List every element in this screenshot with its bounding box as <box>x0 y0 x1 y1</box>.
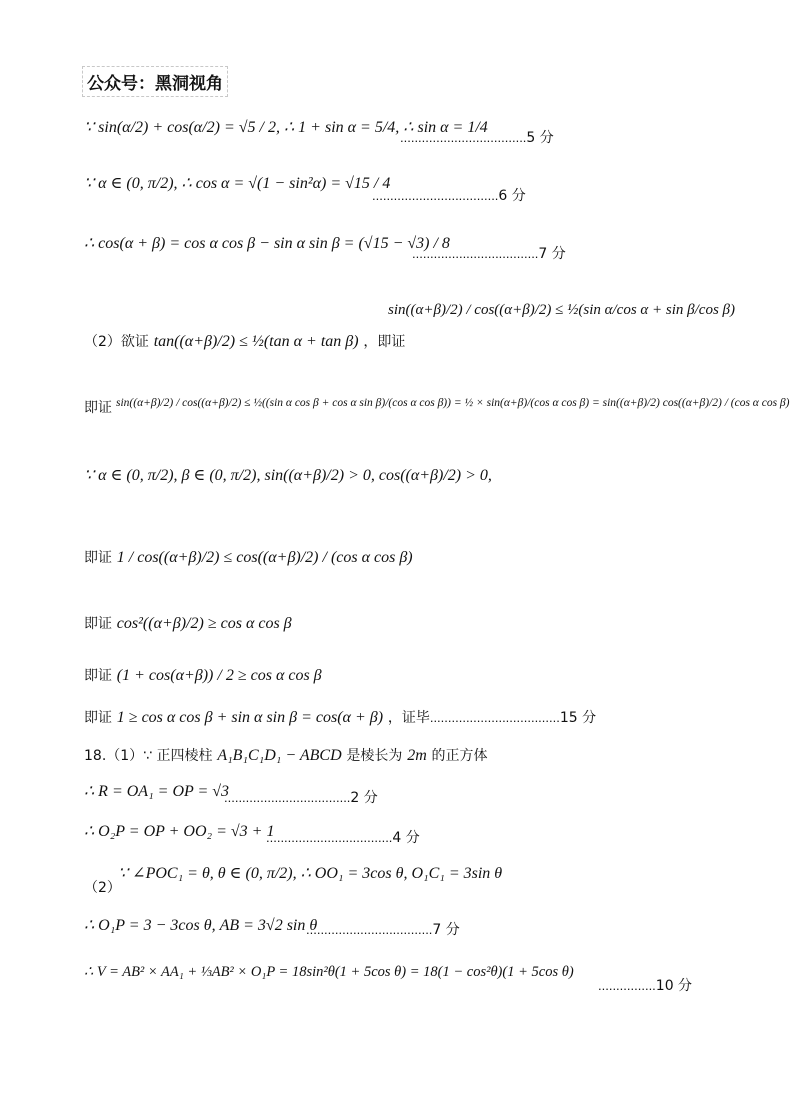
connector: ，证毕 <box>387 710 430 726</box>
solution-line-11 <box>84 746 488 765</box>
solution-line-3 <box>84 234 450 253</box>
score-mark-1 <box>400 128 554 147</box>
leader-dots: .................................... <box>429 710 560 725</box>
connector: ，即证 <box>363 334 406 350</box>
connector: 是棱长为 <box>346 748 403 764</box>
formula: sin((α+β)/2) / cos((α+β)/2) ≤ ½(sin α/cos α + sin β/cos β) <box>388 302 736 318</box>
score-mark-3 <box>412 244 566 263</box>
solution-line-5 <box>84 398 112 417</box>
formula: sin((α+β)/2) / cos((α+β)/2) ≤ ½((sin α cos β + cos α sin β)/(cos α cos β)) = ½ × sin(α+β)/(cos α cos β) = sin((α+β)/2) cos((α+β)/2) / (cos α cos β) <box>116 397 790 409</box>
leader-dots: ................................... <box>306 922 433 937</box>
solution-line-6 <box>84 466 492 485</box>
solution-line-13 <box>84 822 274 841</box>
suffix: 的正方体 <box>431 748 488 764</box>
score-mark-2 <box>372 186 526 205</box>
prefix: （2）欲证 <box>84 334 149 350</box>
formula: ∴ R = OA₁ = OP = √3 <box>84 783 230 800</box>
leader-dots: ................................... <box>372 188 499 203</box>
solution-line-2 <box>84 174 390 193</box>
leader-dots: ................................... <box>266 830 393 845</box>
formula: tan((α+β)/2) ≤ ½(tan α + tan β) <box>153 333 359 350</box>
solution-line-15 <box>84 916 317 935</box>
solution-line-4 <box>84 332 405 351</box>
solution-line-14 <box>118 864 502 883</box>
formula: ∵ sin(α/2) + cos(α/2) = √5 / 2, ∴ 1 + sin α = 5/4, ∴ sin α = 1/4 <box>84 119 488 136</box>
formula: cos²((α+β)/2) ≥ cos α cos β <box>116 615 292 632</box>
prefix: 即证 <box>84 616 112 632</box>
prefix: 18.（1）∵ 正四棱柱 <box>84 748 213 764</box>
formula: 1 ≥ cos α cos β + sin α sin β = cos(α + β) <box>116 709 384 726</box>
score-mark-16 <box>598 976 692 995</box>
score: 7 分 <box>538 246 566 262</box>
leader-dots: ................................... <box>412 246 539 261</box>
prefix: 即证 <box>84 710 112 726</box>
score: 15 分 <box>559 710 597 726</box>
solution-line-16 <box>84 962 574 981</box>
formula: 1 / cos((α+β)/2) ≤ cos((α+β)/2) / (cos α cos β) <box>116 549 413 566</box>
formula-edge: 2m <box>407 747 427 764</box>
solution-line-9 <box>84 666 322 685</box>
formula: A₁B₁C₁D₁ − ABCD <box>217 747 342 764</box>
score: 7 分 <box>432 922 460 938</box>
solution-line-12 <box>84 782 229 801</box>
prefix: 即证 <box>84 668 112 684</box>
solution-line-10 <box>84 708 596 727</box>
formula: ∵ α ∈ (0, π/2), β ∈ (0, π/2), sin((α+β)/2) > 0, cos((α+β)/2) > 0, <box>84 467 492 484</box>
formula: ∴ cos(α + β) = cos α cos β − sin α sin β = (√15 − √3) / 8 <box>84 235 450 252</box>
prefix: （2） <box>84 880 121 896</box>
solution-line-8 <box>84 614 292 633</box>
score-mark-15 <box>306 920 460 939</box>
solution-line-14-prefix <box>84 878 121 897</box>
formula: ∵ ∠POC₁ = θ, θ ∈ (0, π/2), ∴ OO₁ = 3cos θ, O₁C₁ = 3sin θ <box>118 865 503 882</box>
prefix: 即证 <box>84 550 112 566</box>
score: 5 分 <box>526 130 554 146</box>
formula: (1 + cos(α+β)) / 2 ≥ cos α cos β <box>116 667 322 684</box>
formula: ∵ α ∈ (0, π/2), ∴ cos α = √(1 − sin²α) = √15 / 4 <box>84 175 391 192</box>
solution-line-5-formula <box>116 392 789 412</box>
formula: ∴ O₂P = OP + OO₂ = √3 + 1 <box>84 823 275 840</box>
leader-dots: ................................... <box>400 130 527 145</box>
solution-line-7 <box>84 548 413 567</box>
score-mark-12 <box>224 788 378 807</box>
score-mark-13 <box>266 828 420 847</box>
score: 4 分 <box>392 830 420 846</box>
leader-dots: ................................... <box>224 790 351 805</box>
score: 2 分 <box>350 790 378 806</box>
formula: ∴ V = AB² × AA₁ + ⅓AB² × O₁P = 18sin²θ(1 + 5cos θ) = 18(1 − cos²θ)(1 + 5cos θ) <box>84 964 574 980</box>
leader-dots: ................ <box>598 978 656 993</box>
score: 6 分 <box>498 188 526 204</box>
formula: ∴ O₁P = 3 − 3cos θ, AB = 3√2 sin θ <box>84 917 318 934</box>
watermark-header: 公众号：黑洞视角 <box>82 66 228 97</box>
prefix: 即证 <box>84 400 112 416</box>
score: 10 分 <box>655 978 693 994</box>
solution-line-4b <box>388 300 735 319</box>
